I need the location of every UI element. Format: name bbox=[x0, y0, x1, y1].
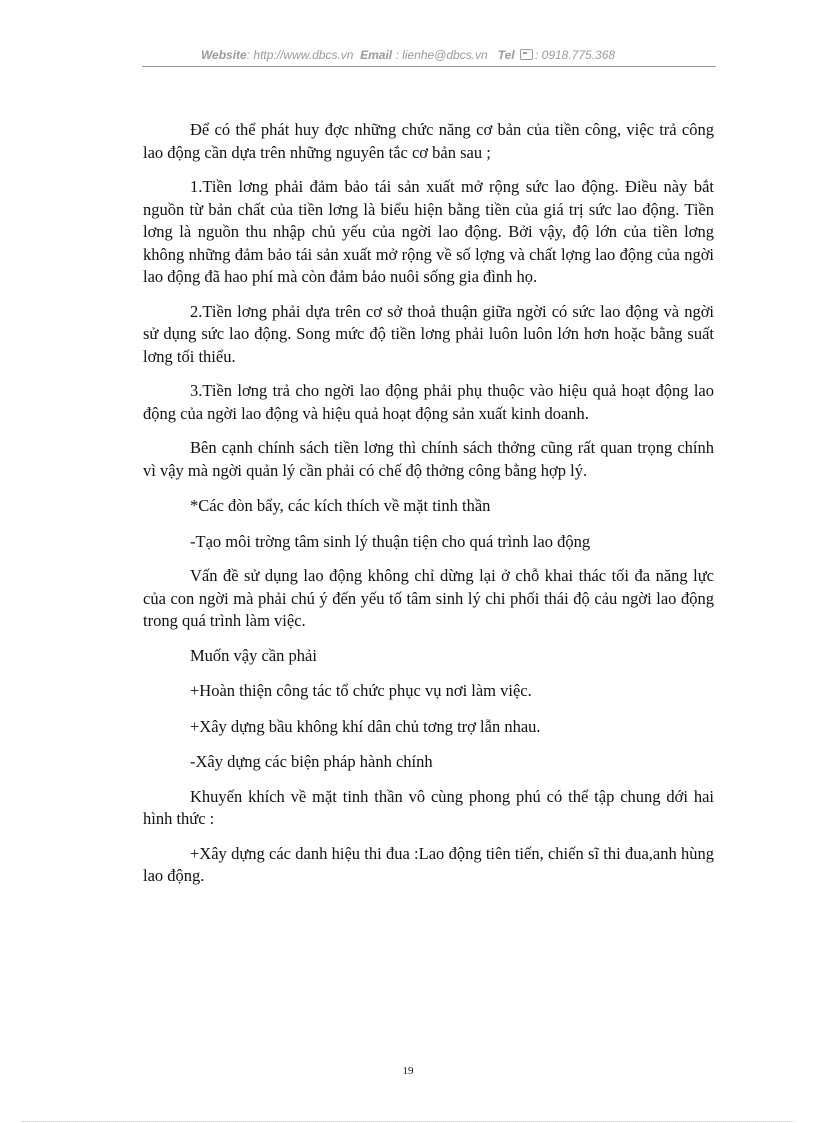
paragraph: Khuyến khích về mặt tinh thần vô cùng phong phú có thể tập chung dới hai hình thức : bbox=[143, 786, 714, 828]
paragraph: 2.Tiền lơng phải dựa trên cơ sở thoả thuận giữa ngời có sức lao động và ngời sử dụng sức lao động. Song mức độ tiền lơng phải luôn luôn lớn hơn hoặc bằng suất lơng tối thiểu. bbox=[143, 301, 714, 366]
email-address: : lienhe@dbcs.vn bbox=[395, 48, 488, 62]
paragraph: *Các đòn bẩy, các kích thích về mặt tinh thần bbox=[190, 496, 491, 515]
paragraph: +Hoàn thiện công tác tổ chức phục vụ nơi làm việc. bbox=[190, 681, 532, 700]
paragraph: -Tạo môi trờng tâm sinh lý thuận tiện cho quá trình lao động bbox=[190, 531, 591, 551]
document-body bbox=[143, 119, 714, 888]
paragraph: Muốn vậy cần phải bbox=[190, 645, 317, 665]
page-number: 19 bbox=[402, 1065, 414, 1077]
tel-number: : 0918.775.368 bbox=[534, 48, 616, 62]
tel-label: Tel bbox=[497, 48, 515, 62]
paragraph: Bên cạnh chính sách tiền lơng thì chính sách thởng cũng rất quan trọng chính vì vậy mà ngời quản lý cần phải có chế độ thởng công bằng hợp lý. bbox=[143, 438, 714, 480]
header-divider bbox=[142, 66, 716, 67]
paragraph: +Xây dựng bầu không khí dân chủ tơng trợ lẫn nhau. bbox=[190, 716, 541, 736]
paragraph: -Xây dựng các biện pháp hành chính bbox=[190, 752, 433, 771]
paragraph: +Xây dựng các danh hiệu thi đua :Lao động tiên tiến, chiến sĩ thi đua,anh hùng lao động. bbox=[143, 843, 714, 885]
email-label: Email bbox=[360, 48, 393, 62]
paragraph: 3.Tiền lơng trả cho ngời lao động phải phụ thuộc vào hiệu quả hoạt động lao động của ngời lao động và hiệu quả hoạt động sản xuất kinh doanh. bbox=[143, 381, 714, 423]
paragraph: 1.Tiền lơng phải đảm bảo tái sản xuất mở rộng sức lao động. Điều này bắt nguồn từ bản chất của tiền lơng là biểu hiện bằng tiền của giá trị sức lao động. Tiền lơng là nguồn thu nhập chủ yếu của ngời lao động. Bởi vậy, độ lớn của tiền lơng không những đảm bảo tái sản xuất mở rộng về số lợng và chất lợng lao động của ngời lao động đã hao phí mà còn đảm bảo nuôi sống gia đình họ. bbox=[143, 177, 714, 286]
paragraph: Để có thể phát huy đợc những chức năng cơ bản của tiền công, việc trả công lao động cần dựa trên những nguyên tắc cơ bản sau ; bbox=[143, 120, 714, 162]
website-url: : http://www.dbcs.vn bbox=[246, 48, 354, 62]
page-bottom-border bbox=[22, 1121, 794, 1122]
paragraph: Vấn đề sử dụng lao động không chỉ dừng lại ở chỗ khai thác tối đa năng lực của con ngời mà phải chú ý đến yếu tố tâm sinh lý chi phối thái độ cảu ngời lao động trong quá trình làm việc. bbox=[143, 566, 714, 630]
page-header bbox=[0, 48, 816, 62]
website-label: Website bbox=[200, 48, 247, 62]
phone-icon bbox=[520, 49, 533, 60]
